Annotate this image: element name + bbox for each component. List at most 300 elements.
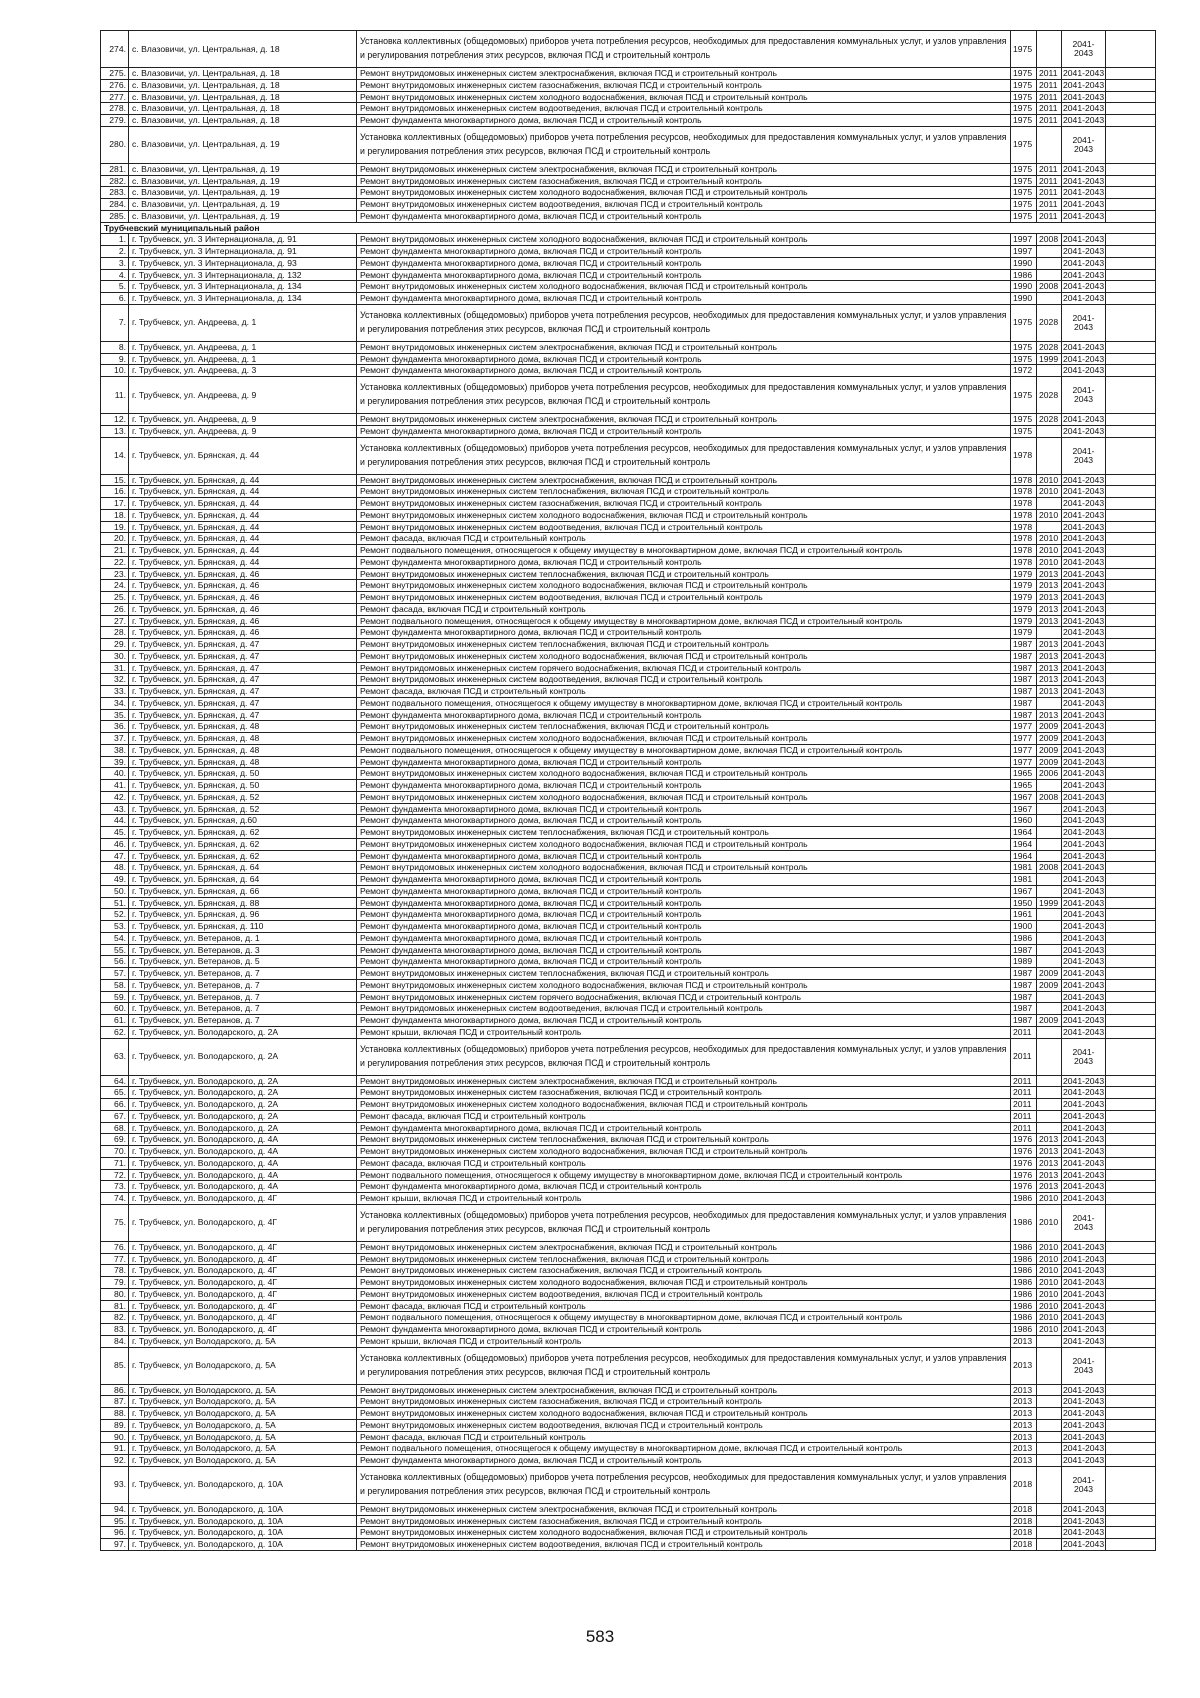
address-cell: г. Трубчевск, ул. Володарского, д. 4А xyxy=(129,1181,357,1193)
table-row xyxy=(101,1038,1156,1075)
extra-cell xyxy=(1106,1324,1156,1336)
table-row xyxy=(101,377,1156,414)
table-row xyxy=(101,1146,1156,1158)
last-repair-year-cell xyxy=(1037,1335,1062,1347)
built-year-cell: 1975 xyxy=(1011,31,1037,68)
planned-period-cell: 2041-2043 xyxy=(1063,163,1105,174)
address-cell: с. Влазовичи, ул. Центральная, д. 19 xyxy=(129,199,357,211)
planned-period-cell: 2041-2043 xyxy=(1063,1396,1105,1407)
work-description-cell: Ремонт внутридомовых инженерных систем холодного водоснабжения, включая ПСД и строительный контроль xyxy=(357,187,1011,199)
extra-cell xyxy=(1106,733,1156,745)
row-number: 49. xyxy=(101,874,129,886)
planned-period-cell: 2041-2043 xyxy=(1063,815,1105,826)
row-number: 4. xyxy=(101,269,129,281)
last-repair-year-cell xyxy=(1037,1419,1062,1431)
address-cell: г. Трубчевск, ул. Брянская, д. 66 xyxy=(129,885,357,897)
extra-cell xyxy=(1106,568,1156,580)
address-cell: г. Трубчевск, ул. Брянская, д. 48 xyxy=(129,756,357,768)
planned-period-cell: 2041-2043 xyxy=(1062,1347,1106,1384)
extra-cell xyxy=(1106,897,1156,909)
planned-period-cell: 2041-2043 xyxy=(1063,862,1105,873)
work-description-cell: Ремонт крыши, включая ПСД и строительный контроль xyxy=(357,1193,1011,1205)
planned-period-cell: 2041-2043 xyxy=(1063,1312,1105,1323)
row-number: 77. xyxy=(101,1253,129,1265)
work-description-cell: Ремонт внутридомовых инженерных систем газоснабжения, включая ПСД и строительный контроль xyxy=(357,498,1011,510)
row-number: 83. xyxy=(101,1324,129,1336)
table-row xyxy=(101,1026,1156,1038)
row-number: 19. xyxy=(101,521,129,533)
planned-period-cell: 2041-2043 xyxy=(1063,521,1105,532)
row-number: 92. xyxy=(101,1455,129,1467)
row-number: 36. xyxy=(101,721,129,733)
extra-cell xyxy=(1106,1300,1156,1312)
work-description-cell: Установка коллективных (общедомовых) приборов учета потребления ресурсов, необходимых для предоставления коммунальных услуг, и узлов управления и регулирования потребления этих ресурсов, включая ПСД и строительный контроль xyxy=(357,1038,1011,1075)
work-description-cell: Ремонт внутридомовых инженерных систем холодного водоснабжения, включая ПСД и строительный контроль xyxy=(357,862,1011,874)
work-description-cell: Ремонт фасада, включая ПСД и строительный контроль xyxy=(357,1300,1011,1312)
row-number: 46. xyxy=(101,838,129,850)
extra-cell xyxy=(1106,827,1156,839)
table-row xyxy=(101,697,1156,709)
extra-cell xyxy=(1106,163,1156,175)
table-row xyxy=(101,850,1156,862)
extra-cell xyxy=(1106,556,1156,568)
extra-cell xyxy=(1106,199,1156,211)
row-number: 7. xyxy=(101,304,129,341)
last-repair-year-cell xyxy=(1037,1443,1062,1455)
address-cell: г. Трубчевск, ул. Володарского, д. 4Г xyxy=(129,1288,357,1300)
work-description-cell: Ремонт внутридомовых инженерных систем горячего водоснабжения, включая ПСД и строительный контроль xyxy=(357,662,1011,674)
planned-period-cell: 2041-2043 xyxy=(1063,592,1105,603)
last-repair-year-cell: 2010 xyxy=(1037,556,1062,568)
last-repair-year-cell: 2011 xyxy=(1037,68,1062,80)
row-number: 95. xyxy=(101,1515,129,1527)
work-description-cell: Ремонт фундамента многоквартирного дома, включая ПСД и строительный контроль xyxy=(357,353,1011,365)
extra-cell xyxy=(1106,662,1156,674)
planned-period-cell: 2041-2043 xyxy=(1063,115,1105,126)
work-description-cell: Ремонт фундамента многоквартирного дома, включая ПСД и строительный контроль xyxy=(357,365,1011,377)
table-row xyxy=(101,709,1156,721)
table-row xyxy=(101,568,1156,580)
planned-period-cell: 2041-2043 xyxy=(1063,1539,1105,1550)
row-number: 70. xyxy=(101,1146,129,1158)
row-number: 94. xyxy=(101,1503,129,1515)
row-number: 90. xyxy=(101,1431,129,1443)
built-year-cell: 1978 xyxy=(1011,498,1037,510)
table-row xyxy=(101,979,1156,991)
last-repair-year-cell: 2009 xyxy=(1037,721,1062,733)
extra-cell xyxy=(1106,210,1156,222)
work-description-cell: Ремонт внутридомовых инженерных систем теплоснабжения, включая ПСД и строительный контроль xyxy=(357,827,1011,839)
address-cell: г. Трубчевск, ул. Брянская, д. 62 xyxy=(129,827,357,839)
last-repair-year-cell xyxy=(1037,697,1062,709)
address-cell: г. Трубчевск, ул. Брянская, д. 48 xyxy=(129,733,357,745)
work-description-cell: Ремонт фундамента многоквартирного дома, включая ПСД и строительный контроль xyxy=(357,1015,1011,1027)
work-description-cell: Ремонт фундамента многоквартирного дома, включая ПСД и строительный контроль xyxy=(357,897,1011,909)
table-row xyxy=(101,733,1156,745)
built-year-cell: 1978 xyxy=(1011,533,1037,545)
work-description-cell: Ремонт фундамента многоквартирного дома, включая ПСД и строительный контроль xyxy=(357,944,1011,956)
extra-cell xyxy=(1106,1122,1156,1134)
work-description-cell: Ремонт внутридомовых инженерных систем холодного водоснабжения, включая ПСД и строительный контроль xyxy=(357,1527,1011,1539)
work-description-cell: Установка коллективных (общедомовых) приборов учета потребления ресурсов, необходимых для предоставления коммунальных услуг, и узлов управления и регулирования потребления этих ресурсов, включая ПСД и строительный контроль xyxy=(357,31,1011,68)
last-repair-year-cell xyxy=(1037,921,1062,933)
row-number: 69. xyxy=(101,1134,129,1146)
built-year-cell: 2011 xyxy=(1011,1110,1037,1122)
work-description-cell: Ремонт внутридомовых инженерных систем холодного водоснабжения, включая ПСД и строительный контроль xyxy=(357,509,1011,521)
extra-cell xyxy=(1106,1204,1156,1241)
built-year-cell: 1967 xyxy=(1011,803,1037,815)
built-year-cell: 1976 xyxy=(1011,1157,1037,1169)
row-number: 76. xyxy=(101,1241,129,1253)
table-row xyxy=(101,885,1156,897)
row-number: 277. xyxy=(101,91,129,103)
planned-period-cell: 2041-2043 xyxy=(1063,709,1105,720)
last-repair-year-cell xyxy=(1037,874,1062,886)
table-row xyxy=(101,662,1156,674)
planned-period-cell: 2041-2043 xyxy=(1063,921,1105,932)
address-cell: г. Трубчевск, ул Володарского, д. 5А xyxy=(129,1408,357,1420)
built-year-cell: 1975 xyxy=(1011,187,1037,199)
table-row xyxy=(101,1539,1156,1551)
extra-cell xyxy=(1106,991,1156,1003)
work-description-cell: Ремонт внутридомовых инженерных систем холодного водоснабжения, включая ПСД и строительный контроль xyxy=(357,580,1011,592)
row-number: 2. xyxy=(101,246,129,258)
last-repair-year-cell xyxy=(1037,1110,1062,1122)
extra-cell xyxy=(1106,353,1156,365)
work-description-cell: Ремонт фундамента многоквартирного дома, включая ПСД и строительный контроль xyxy=(357,293,1011,305)
address-cell: г. Трубчевск, ул. Брянская, д. 44 xyxy=(129,545,357,557)
work-description-cell: Ремонт внутридомовых инженерных систем холодного водоснабжения, включая ПСД и строительный контроль xyxy=(357,791,1011,803)
planned-period-cell: 2041-2043 xyxy=(1063,885,1105,896)
address-cell: г. Трубчевск, ул. Ветеранов, д. 7 xyxy=(129,1003,357,1015)
built-year-cell: 1961 xyxy=(1011,909,1037,921)
built-year-cell: 1975 xyxy=(1011,175,1037,187)
extra-cell xyxy=(1106,1288,1156,1300)
built-year-cell: 1987 xyxy=(1011,639,1037,651)
built-year-cell: 1986 xyxy=(1011,932,1037,944)
planned-period-cell: 2041-2043 xyxy=(1063,897,1105,908)
built-year-cell: 1987 xyxy=(1011,944,1037,956)
built-year-cell: 1997 xyxy=(1011,246,1037,258)
extra-cell xyxy=(1106,1075,1156,1087)
table-row xyxy=(101,246,1156,258)
work-description-cell: Ремонт подвального помещения, относящегося к общему имуществу в многоквартирном доме, включая ПСД и строительный контроль xyxy=(357,697,1011,709)
last-repair-year-cell: 2006 xyxy=(1037,768,1062,780)
work-description-cell: Ремонт фундамента многоквартирного дома, включая ПСД и строительный контроль xyxy=(357,269,1011,281)
table-row xyxy=(101,674,1156,686)
address-cell: г. Трубчевск, ул. Брянская, д. 88 xyxy=(129,897,357,909)
extra-cell xyxy=(1106,1503,1156,1515)
planned-period-cell: 2041-2043 xyxy=(1063,874,1105,885)
built-year-cell: 1976 xyxy=(1011,1146,1037,1158)
work-description-cell: Ремонт внутридомовых инженерных систем водоотведения, включая ПСД и строительный контроль xyxy=(357,1288,1011,1300)
last-repair-year-cell: 2013 xyxy=(1037,650,1062,662)
built-year-cell: 1987 xyxy=(1011,650,1037,662)
address-cell: г. Трубчевск, ул. 3 Интернационала, д. 134 xyxy=(129,293,357,305)
table-row xyxy=(101,1419,1156,1431)
table-row xyxy=(101,1087,1156,1099)
address-cell: г. Трубчевск, ул. Володарского, д. 2А xyxy=(129,1026,357,1038)
row-number: 67. xyxy=(101,1110,129,1122)
row-number: 16. xyxy=(101,486,129,498)
planned-period-cell: 2041-2043 xyxy=(1063,1087,1105,1098)
work-description-cell: Ремонт фундамента многоквартирного дома, включая ПСД и строительный контроль xyxy=(357,627,1011,639)
planned-period-cell: 2041-2043 xyxy=(1063,956,1105,967)
built-year-cell: 2013 xyxy=(1011,1384,1037,1396)
built-year-cell: 2013 xyxy=(1011,1443,1037,1455)
address-cell: с. Влазовичи, ул. Центральная, д. 18 xyxy=(129,115,357,127)
work-description-cell: Ремонт фасада, включая ПСД и строительный контроль xyxy=(357,686,1011,698)
table-row xyxy=(101,627,1156,639)
address-cell: г. Трубчевск, ул. Брянская, д. 44 xyxy=(129,509,357,521)
built-year-cell: 1964 xyxy=(1011,850,1037,862)
planned-period-cell: 2041-2043 xyxy=(1063,686,1105,697)
address-cell: г. Трубчевск, ул. Ветеранов, д. 7 xyxy=(129,968,357,980)
address-cell: г. Трубчевск, ул. Брянская, д. 46 xyxy=(129,592,357,604)
address-cell: г. Трубчевск, ул. 3 Интернационала, д. 91 xyxy=(129,246,357,258)
address-cell: г. Трубчевск, ул. Володарского, д. 4А xyxy=(129,1146,357,1158)
row-number: 79. xyxy=(101,1277,129,1289)
built-year-cell: 1975 xyxy=(1011,126,1037,163)
last-repair-year-cell: 2013 xyxy=(1037,592,1062,604)
last-repair-year-cell xyxy=(1037,803,1062,815)
address-cell: г. Трубчевск, ул Володарского, д. 5А xyxy=(129,1347,357,1384)
address-cell: г. Трубчевск, ул Володарского, д. 5А xyxy=(129,1443,357,1455)
last-repair-year-cell: 2013 xyxy=(1037,615,1062,627)
built-year-cell: 1975 xyxy=(1011,210,1037,222)
row-number: 284. xyxy=(101,199,129,211)
built-year-cell: 1976 xyxy=(1011,1169,1037,1181)
table-row xyxy=(101,1099,1156,1111)
last-repair-year-cell xyxy=(1037,1527,1062,1539)
planned-period-cell: 2041-2043 xyxy=(1062,304,1106,341)
extra-cell xyxy=(1106,269,1156,281)
extra-cell xyxy=(1106,474,1156,486)
planned-period-cell: 2041-2043 xyxy=(1063,269,1105,280)
address-cell: г. Трубчевск, ул. Андреева, д. 9 xyxy=(129,377,357,414)
planned-period-cell: 2041-2043 xyxy=(1063,1015,1105,1026)
planned-period-cell: 2041-2043 xyxy=(1063,509,1105,520)
planned-period-cell: 2041-2043 xyxy=(1063,199,1105,210)
row-number: 93. xyxy=(101,1466,129,1503)
row-number: 21. xyxy=(101,545,129,557)
section-title: Трубчевский муниципальный район xyxy=(101,222,1156,234)
address-cell: г. Трубчевск, ул. Брянская, д. 46 xyxy=(129,580,357,592)
planned-period-cell: 2041-2043 xyxy=(1063,1515,1105,1526)
address-cell: г. Трубчевск, ул. Андреева, д. 3 xyxy=(129,365,357,377)
last-repair-year-cell: 2013 xyxy=(1037,662,1062,674)
address-cell: г. Трубчевск, ул. Ветеранов, д. 5 xyxy=(129,956,357,968)
table-row xyxy=(101,521,1156,533)
row-number: 276. xyxy=(101,79,129,91)
row-number: 54. xyxy=(101,932,129,944)
table-row xyxy=(101,1466,1156,1503)
built-year-cell: 1981 xyxy=(1011,862,1037,874)
extra-cell xyxy=(1106,932,1156,944)
work-description-cell: Ремонт фундамента многоквартирного дома, включая ПСД и строительный контроль xyxy=(357,1324,1011,1336)
table-row xyxy=(101,1157,1156,1169)
built-year-cell: 1975 xyxy=(1011,414,1037,426)
extra-cell xyxy=(1106,521,1156,533)
last-repair-year-cell xyxy=(1037,1455,1062,1467)
extra-cell xyxy=(1106,1181,1156,1193)
table-row xyxy=(101,1455,1156,1467)
last-repair-year-cell xyxy=(1037,1075,1062,1087)
last-repair-year-cell: 2028 xyxy=(1037,304,1062,341)
planned-period-cell: 2041-2043 xyxy=(1063,615,1105,626)
last-repair-year-cell: 2013 xyxy=(1037,580,1062,592)
table-row xyxy=(101,780,1156,792)
last-repair-year-cell: 2009 xyxy=(1037,756,1062,768)
address-cell: г. Трубчевск, ул. Брянская, д. 44 xyxy=(129,498,357,510)
address-cell: г. Трубчевск, ул. Володарского, д. 4Г xyxy=(129,1241,357,1253)
last-repair-year-cell: 2011 xyxy=(1037,79,1062,91)
row-number: 6. xyxy=(101,293,129,305)
row-number: 84. xyxy=(101,1335,129,1347)
address-cell: г. Трубчевск, ул. Андреева, д. 9 xyxy=(129,425,357,437)
work-description-cell: Ремонт внутридомовых инженерных систем теплоснабжения, включая ПСД и строительный контроль xyxy=(357,639,1011,651)
planned-period-cell: 2041-2043 xyxy=(1063,1099,1105,1110)
page-number: 583 xyxy=(585,1627,615,1646)
table-row xyxy=(101,341,1156,353)
extra-cell xyxy=(1106,862,1156,874)
address-cell: г. Трубчевск, ул Володарского, д. 5А xyxy=(129,1455,357,1467)
planned-period-cell: 2041-2043 xyxy=(1063,556,1105,567)
work-description-cell: Ремонт подвального помещения, относящегося к общему имуществу в многоквартирном доме, включая ПСД и строительный контроль xyxy=(357,545,1011,557)
extra-cell xyxy=(1106,509,1156,521)
built-year-cell: 2013 xyxy=(1011,1396,1037,1408)
row-number: 82. xyxy=(101,1312,129,1324)
address-cell: г. Трубчевск, ул. Володарского, д. 4Г xyxy=(129,1277,357,1289)
extra-cell xyxy=(1106,1146,1156,1158)
row-number: 37. xyxy=(101,733,129,745)
extra-cell xyxy=(1106,414,1156,426)
planned-period-cell: 2041-2043 xyxy=(1063,674,1105,685)
last-repair-year-cell xyxy=(1037,944,1062,956)
table-row xyxy=(101,257,1156,269)
row-number: 33. xyxy=(101,686,129,698)
table-row xyxy=(101,1169,1156,1181)
row-number: 13. xyxy=(101,425,129,437)
last-repair-year-cell xyxy=(1037,126,1062,163)
last-repair-year-cell: 2009 xyxy=(1037,733,1062,745)
address-cell: г. Трубчевск, ул. Володарского, д. 4Г xyxy=(129,1193,357,1205)
built-year-cell: 2011 xyxy=(1011,1099,1037,1111)
planned-period-cell: 2041-2043 xyxy=(1063,1003,1105,1014)
table-row xyxy=(101,293,1156,305)
planned-period-cell: 2041-2043 xyxy=(1062,1204,1106,1241)
extra-cell xyxy=(1106,1539,1156,1551)
planned-period-cell: 2041-2043 xyxy=(1063,803,1105,814)
table-row xyxy=(101,210,1156,222)
table-row xyxy=(101,1503,1156,1515)
work-description-cell: Ремонт внутридомовых инженерных систем электроснабжения, включая ПСД и строительный контроль xyxy=(357,414,1011,426)
address-cell: г. Трубчевск, ул. 3 Интернационала, д. 93 xyxy=(129,257,357,269)
address-cell: г. Трубчевск, ул. Володарского, д. 4Г xyxy=(129,1300,357,1312)
work-description-cell: Установка коллективных (общедомовых) приборов учета потребления ресурсов, необходимых для предоставления коммунальных услуг, и узлов управления и регулирования потребления этих ресурсов, включая ПСД и строительный контроль xyxy=(357,377,1011,414)
work-description-cell: Ремонт внутридомовых инженерных систем электроснабжения, включая ПСД и строительный контроль xyxy=(357,1384,1011,1396)
extra-cell xyxy=(1106,768,1156,780)
last-repair-year-cell: 2013 xyxy=(1037,1134,1062,1146)
row-number: 75. xyxy=(101,1204,129,1241)
row-number: 53. xyxy=(101,921,129,933)
table-row xyxy=(101,744,1156,756)
planned-period-cell: 2041-2043 xyxy=(1063,1300,1105,1311)
row-number: 38. xyxy=(101,744,129,756)
last-repair-year-cell xyxy=(1037,521,1062,533)
address-cell: г. Трубчевск, ул. Брянская, д. 47 xyxy=(129,639,357,651)
row-number: 52. xyxy=(101,909,129,921)
table-row xyxy=(101,909,1156,921)
extra-cell xyxy=(1106,909,1156,921)
built-year-cell: 2013 xyxy=(1011,1455,1037,1467)
planned-period-cell: 2041-2043 xyxy=(1063,991,1105,1002)
address-cell: г. Трубчевск, ул. Брянская, д. 47 xyxy=(129,662,357,674)
planned-period-cell: 2041-2043 xyxy=(1063,1193,1105,1204)
planned-period-cell: 2041-2043 xyxy=(1063,1241,1105,1252)
planned-period-cell: 2041-2043 xyxy=(1063,1134,1105,1145)
last-repair-year-cell: 2009 xyxy=(1037,979,1062,991)
extra-cell xyxy=(1106,1396,1156,1408)
planned-period-cell: 2041-2043 xyxy=(1063,1455,1105,1466)
row-number: 62. xyxy=(101,1026,129,1038)
planned-period-cell: 2041-2043 xyxy=(1063,1503,1105,1514)
work-description-cell: Ремонт внутридомовых инженерных систем холодного водоснабжения, включая ПСД и строительный контроль xyxy=(357,281,1011,293)
built-year-cell: 2013 xyxy=(1011,1408,1037,1420)
address-cell: г. Трубчевск, ул. Брянская, д. 110 xyxy=(129,921,357,933)
planned-period-cell: 2041-2043 xyxy=(1063,1527,1105,1538)
work-description-cell: Установка коллективных (общедомовых) приборов учета потребления ресурсов, необходимых для предоставления коммунальных услуг, и узлов управления и регулирования потребления этих ресурсов, включая ПСД и строительный контроль xyxy=(357,1204,1011,1241)
table-row xyxy=(101,486,1156,498)
planned-period-cell: 2041-2043 xyxy=(1062,377,1106,414)
last-repair-year-cell: 2013 xyxy=(1037,674,1062,686)
last-repair-year-cell xyxy=(1037,1026,1062,1038)
built-year-cell: 1975 xyxy=(1011,377,1037,414)
built-year-cell: 1987 xyxy=(1011,686,1037,698)
extra-cell xyxy=(1106,756,1156,768)
table-row xyxy=(101,639,1156,651)
work-description-cell: Ремонт внутридомовых инженерных систем теплоснабжения, включая ПСД и строительный контроль xyxy=(357,1253,1011,1265)
last-repair-year-cell: 2008 xyxy=(1037,791,1062,803)
address-cell: г. Трубчевск, ул. Володарского, д. 4Г xyxy=(129,1204,357,1241)
planned-period-cell: 2041-2043 xyxy=(1063,1384,1105,1395)
row-number: 48. xyxy=(101,862,129,874)
built-year-cell: 1990 xyxy=(1011,281,1037,293)
last-repair-year-cell xyxy=(1037,1466,1062,1503)
address-cell: г. Трубчевск, ул. Брянская, д. 96 xyxy=(129,909,357,921)
last-repair-year-cell: 2008 xyxy=(1037,234,1062,246)
work-description-cell: Установка коллективных (общедомовых) приборов учета потребления ресурсов, необходимых для предоставления коммунальных услуг, и узлов управления и регулирования потребления этих ресурсов, включая ПСД и строительный контроль xyxy=(357,304,1011,341)
built-year-cell: 1981 xyxy=(1011,874,1037,886)
planned-period-cell: 2041-2043 xyxy=(1063,968,1105,979)
row-number: 20. xyxy=(101,533,129,545)
row-number: 8. xyxy=(101,341,129,353)
address-cell: г. Трубчевск, ул. Брянская, д. 47 xyxy=(129,709,357,721)
built-year-cell: 1975 xyxy=(1011,68,1037,80)
address-cell: с. Влазовичи, ул. Центральная, д. 18 xyxy=(129,103,357,115)
last-repair-year-cell xyxy=(1037,838,1062,850)
last-repair-year-cell: 2010 xyxy=(1037,533,1062,545)
address-cell: г. Трубчевск, ул. Ветеранов, д. 1 xyxy=(129,932,357,944)
work-description-cell: Ремонт внутридомовых инженерных систем водоотведения, включая ПСД и строительный контроль xyxy=(357,1419,1011,1431)
planned-period-cell: 2041-2043 xyxy=(1063,627,1105,638)
last-repair-year-cell xyxy=(1037,1122,1062,1134)
work-description-cell: Ремонт внутридомовых инженерных систем электроснабжения, включая ПСД и строительный контроль xyxy=(357,1075,1011,1087)
built-year-cell: 1977 xyxy=(1011,721,1037,733)
last-repair-year-cell: 2011 xyxy=(1037,91,1062,103)
planned-period-cell: 2041-2043 xyxy=(1063,474,1105,485)
built-year-cell: 1987 xyxy=(1011,1015,1037,1027)
